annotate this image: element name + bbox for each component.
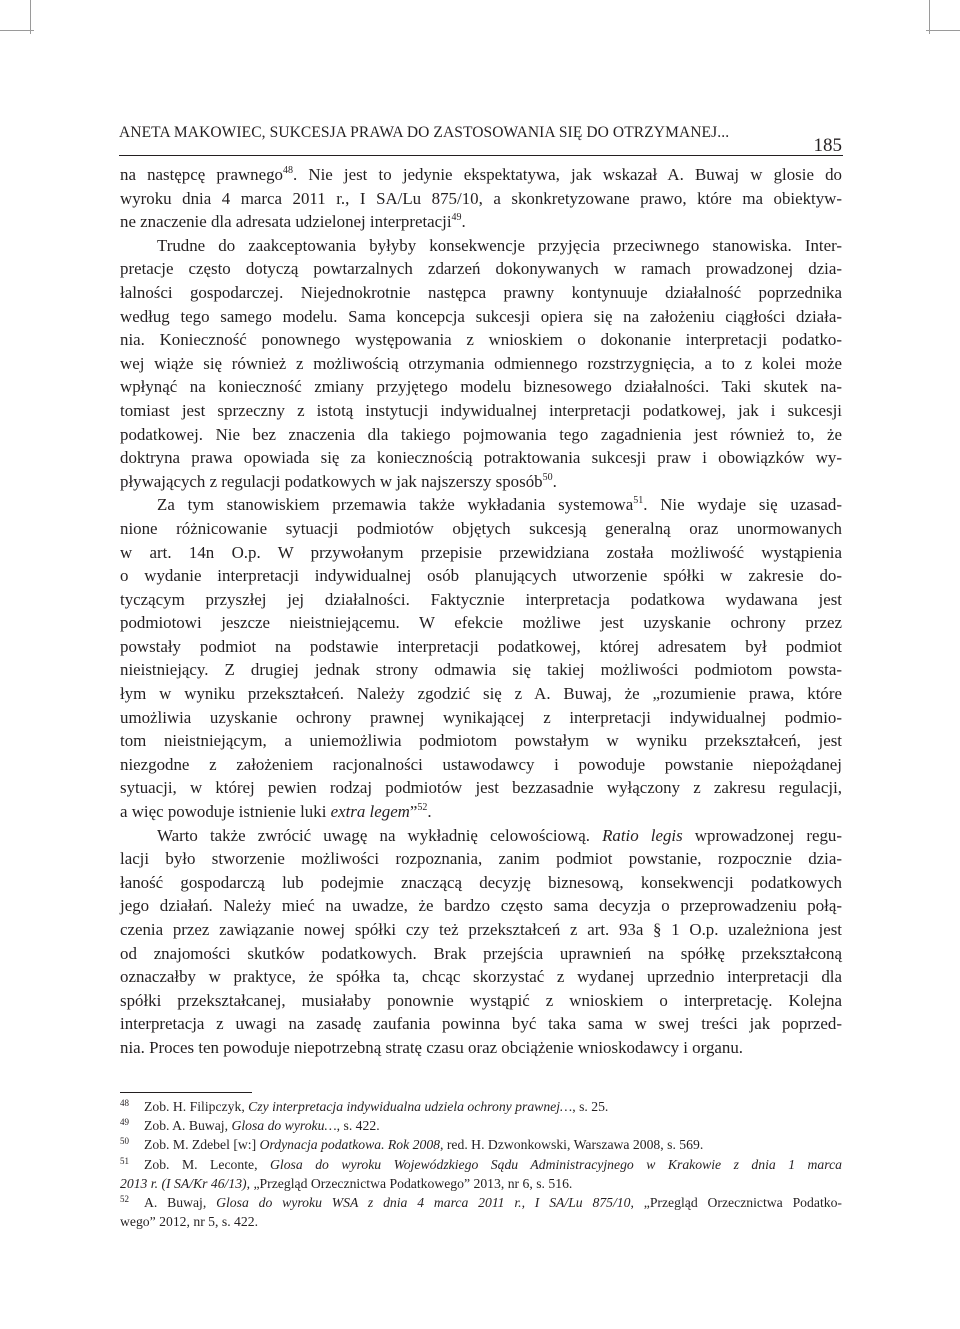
- footnote-text: Zob. H. Filipczyk, Czy interpretacja indywidualna udziela ochrony prawnej…, s. 25.: [144, 1099, 609, 1114]
- body-line: wpłynąć na konieczność zmiany przyjętego modelu biznesowego działalności. Taki skutek na-: [120, 377, 842, 397]
- body-line: Warto także zwrócić uwagę na wykładnię celowościową. Ratio legis wprowadzonej regu-: [157, 825, 842, 845]
- body-line: nieistniejący. Z drugiej jednak strony odmawia się takiej możliwości podmiotom powsta-: [120, 660, 842, 680]
- body-line: tyczącym przyszłej jej działalności. Faktycznie interpretacja podatkowa wydawana jest: [120, 589, 842, 609]
- body-line: nia. Proces ten powoduje niepotrzebną stratę czasu oraz obciążenie wnioskodawcy i organu.: [120, 1037, 744, 1057]
- body-line: jego działań. Należy mieć na uwadze, że bardzo często sama decyzja o przeprowadzeniu połą-: [120, 896, 842, 916]
- body-line: wej wiąże się również z możliwością otrzymania odmiennego rozstrzygnięcia, a to z kolei może: [120, 353, 842, 373]
- body-line: łalności gospodarczej. Niejednokrotnie następca prawny kontynuuje działalność poprzednika: [120, 282, 842, 302]
- body-line: oznaczałby w praktyce, że spółka ta, chcąc skorzystać z wydanej uprzednio interpretacji dla: [120, 967, 842, 987]
- footnote-text: wego” 2012, nr 5, s. 422.: [120, 1214, 258, 1230]
- body-line: nia. Konieczność ponownego występowania z wnioskiem o dokonanie interpretacji podatko-: [120, 330, 842, 350]
- body-line: wyroku dnia 4 marca 2011 r., I SA/Lu 875/10, a skonkretyzowane prawo, które ma obiektyw-: [120, 188, 842, 208]
- body-line: pretacje często dotyczą powtarzalnych zdarzeń dokonywanych w ramach prowadzonej dzia-: [120, 259, 842, 279]
- body-line: na następcę prawnego$^{48}$. Nie jest to jedynie ekspektatywa, jak wskazał A. Buwaj w glosie do: [120, 165, 842, 184]
- footnote-51: [120, 1155, 842, 1193]
- body-line: łaność gospodarczą lub podejmie znaczącą decyzję biznesową, konsekwencji podatkowych: [120, 872, 842, 892]
- footnote-line: [120, 1212, 842, 1231]
- footnote-line: 49 Zob. A. Buwaj, Glosa do wyroku…, s. 422.: [120, 1117, 380, 1134]
- footnote-line: [120, 1174, 842, 1193]
- body-line: podatkowej. Nie bez znaczenia dla takiego pojmowania tego zagadnienia jest również to, że: [120, 424, 842, 444]
- body-line: sytuacji, w której pewien rodzaj podmiotów jest bezzasadnie wyłączony z zakresu regulacji,: [120, 778, 842, 798]
- body-line: o wydanie interpretacji indywidualnej osób planujących utworzenie spółki w zakresie do-: [120, 566, 842, 586]
- running-title: ANETA MAKOWIEC, SUKCESJA PRAWA DO ZASTOSOWANIA SIĘ DO OTRZYMANEJ...: [119, 124, 730, 141]
- footnote-line: 52 A. Buwaj, Glosa do wyroku WSA z dnia 4 marca 2011 r., I SA/Lu 875/10, „Przegląd Orzecznictwa Podatko-: [120, 1194, 842, 1211]
- page-header: [119, 121, 843, 156]
- footnote-separator: [120, 1092, 252, 1093]
- footnote-50: [120, 1135, 842, 1154]
- footnote-line: 50 Zob. M. Zdebel [w:] Ordynacja podatkowa. Rok 2008, red. H. Dzwonkowski, Warszawa 2008, s. 569.: [120, 1136, 704, 1153]
- crop-mark-right-h: [926, 30, 960, 31]
- footnotes: [120, 1097, 842, 1231]
- footnote-line: 51 Zob. M. Leconte, Glosa do wyroku Wojewódzkiego Sądu Administracyjnego w Krakowie z dnia 1 marca: [120, 1155, 842, 1172]
- body-line: od znajomości skutków podatkowych. Brak przejścia uprawnień na spółkę przekształconą: [120, 943, 842, 963]
- footnote-text: Zob. M. Leconte, Glosa do wyroku Wojewódzkiego Sądu Administracyjnego w Krakowie z dnia 1 marca: [144, 1156, 842, 1172]
- body-line: czenia przez zawiązanie nowej spółki czy też przekształceń z art. 93a § 1 O.p. uzależniona jest: [120, 920, 842, 939]
- footnote-line: 48 Zob. H. Filipczyk, Czy interpretacja indywidualna udziela ochrony prawnej…, s. 25.: [120, 1098, 609, 1114]
- crop-mark-left: [30, 0, 31, 34]
- footnote-text: A. Buwaj, Glosa do wyroku WSA z dnia 4 marca 2011 r., I SA/Lu 875/10, „Przegląd Orzecznictwa Podatko-: [144, 1195, 842, 1211]
- body-line: niezgodne z założeniem racjonalności ustawodawcy i powoduje powstanie niepożądanej: [120, 754, 842, 774]
- crop-mark-right: [929, 0, 930, 34]
- body-line: umożliwia uzyskanie ochrony prawnej wynikającej z interpretacji indywidualnej podmio-: [120, 707, 842, 727]
- body-line: Trudne do zaakceptowania byłyby konsekwencje przyjęcia przeciwnego stanowiska. Inter-: [157, 235, 842, 255]
- body-line: spółki przekształcanej, musiałaby ponownie wystąpić z wnioskiem o interpretację. Kolejna: [120, 990, 842, 1010]
- body-line: powstały podmiot na podstawie interpretacji podatkowej, której adresatem był podmiot: [120, 636, 842, 656]
- body-line: lacji było stworzenie możliwości rozpoznania, zanim podmiot powstanie, rozpocznie dzia-: [120, 849, 842, 869]
- body-line: interpretacja z uwagi na zasadę zaufania powinna być taka sama w swej treści jak poprzed-: [120, 1014, 842, 1034]
- footnote-49: [120, 1116, 842, 1135]
- footnote-text: Zob. A. Buwaj, Glosa do wyroku…, s. 422.: [144, 1118, 380, 1134]
- body-line: ne znaczenie dla adresata udzielonej interpretacji$^{49}$.: [120, 212, 466, 232]
- footnote-52: [120, 1193, 842, 1231]
- footnote-text: 2013 r. (I SA/Kr 46/13), „Przegląd Orzecznictwa Podatkowego” 2013, nr 6, s. 516.: [120, 1175, 573, 1191]
- body-line: pływających z regulacji podatkowych w jak najszerszy sposób$^{50}$.: [120, 471, 557, 491]
- body-line: a więc powoduje istnienie luki extra legem”$^{52}$.: [120, 802, 432, 822]
- body-line: w art. 14n O.p. W przywołanym przepisie przewidziana została możliwość wystąpienia: [120, 542, 842, 562]
- body-text: [120, 163, 842, 1060]
- body-line: doktryna prawa opowiada się za koniecznością potraktowania sukcesji praw i obowiązków wy-: [120, 448, 842, 468]
- body-line: tom nieistniejącym, a uniemożliwia podmiotom powstałym w wyniku przekształceń, jest: [120, 731, 842, 751]
- body-line: według tego samego modelu. Sama koncepcja sukcesji opiera się na założeniu ciągłości działa-: [120, 306, 842, 326]
- page-number: 185: [813, 135, 842, 156]
- body-line: nione różnicowanie sytuacji podmiotów objętych sukcesją generalną oraz unormowanych: [120, 518, 842, 538]
- footnote-48: [120, 1097, 842, 1116]
- body-line: Za tym stanowiskiem przemawia także wykładania systemowa$^{51}$. Nie wydaje się uzasad-: [157, 495, 842, 515]
- footnote-text: Zob. M. Zdebel [w:] Ordynacja podatkowa. Rok 2008, red. H. Dzwonkowski, Warszawa 2008, s. 569.: [144, 1137, 704, 1153]
- body-line: podmiotowi jeszcze nieistniejącemu. W efekcie możliwe jest uzyskanie ochrony przez: [120, 613, 842, 633]
- body-line: łym w wyniku przekształceń. Należy zgodzić się z A. Buwaj, że „rozumienie prawa, które: [120, 684, 842, 704]
- body-line: tomiast jest sprzeczny z istotą instytucji indywidualnej interpretacji podatkowej, jak i sukcesji: [120, 400, 842, 420]
- crop-mark-left-h: [0, 30, 34, 31]
